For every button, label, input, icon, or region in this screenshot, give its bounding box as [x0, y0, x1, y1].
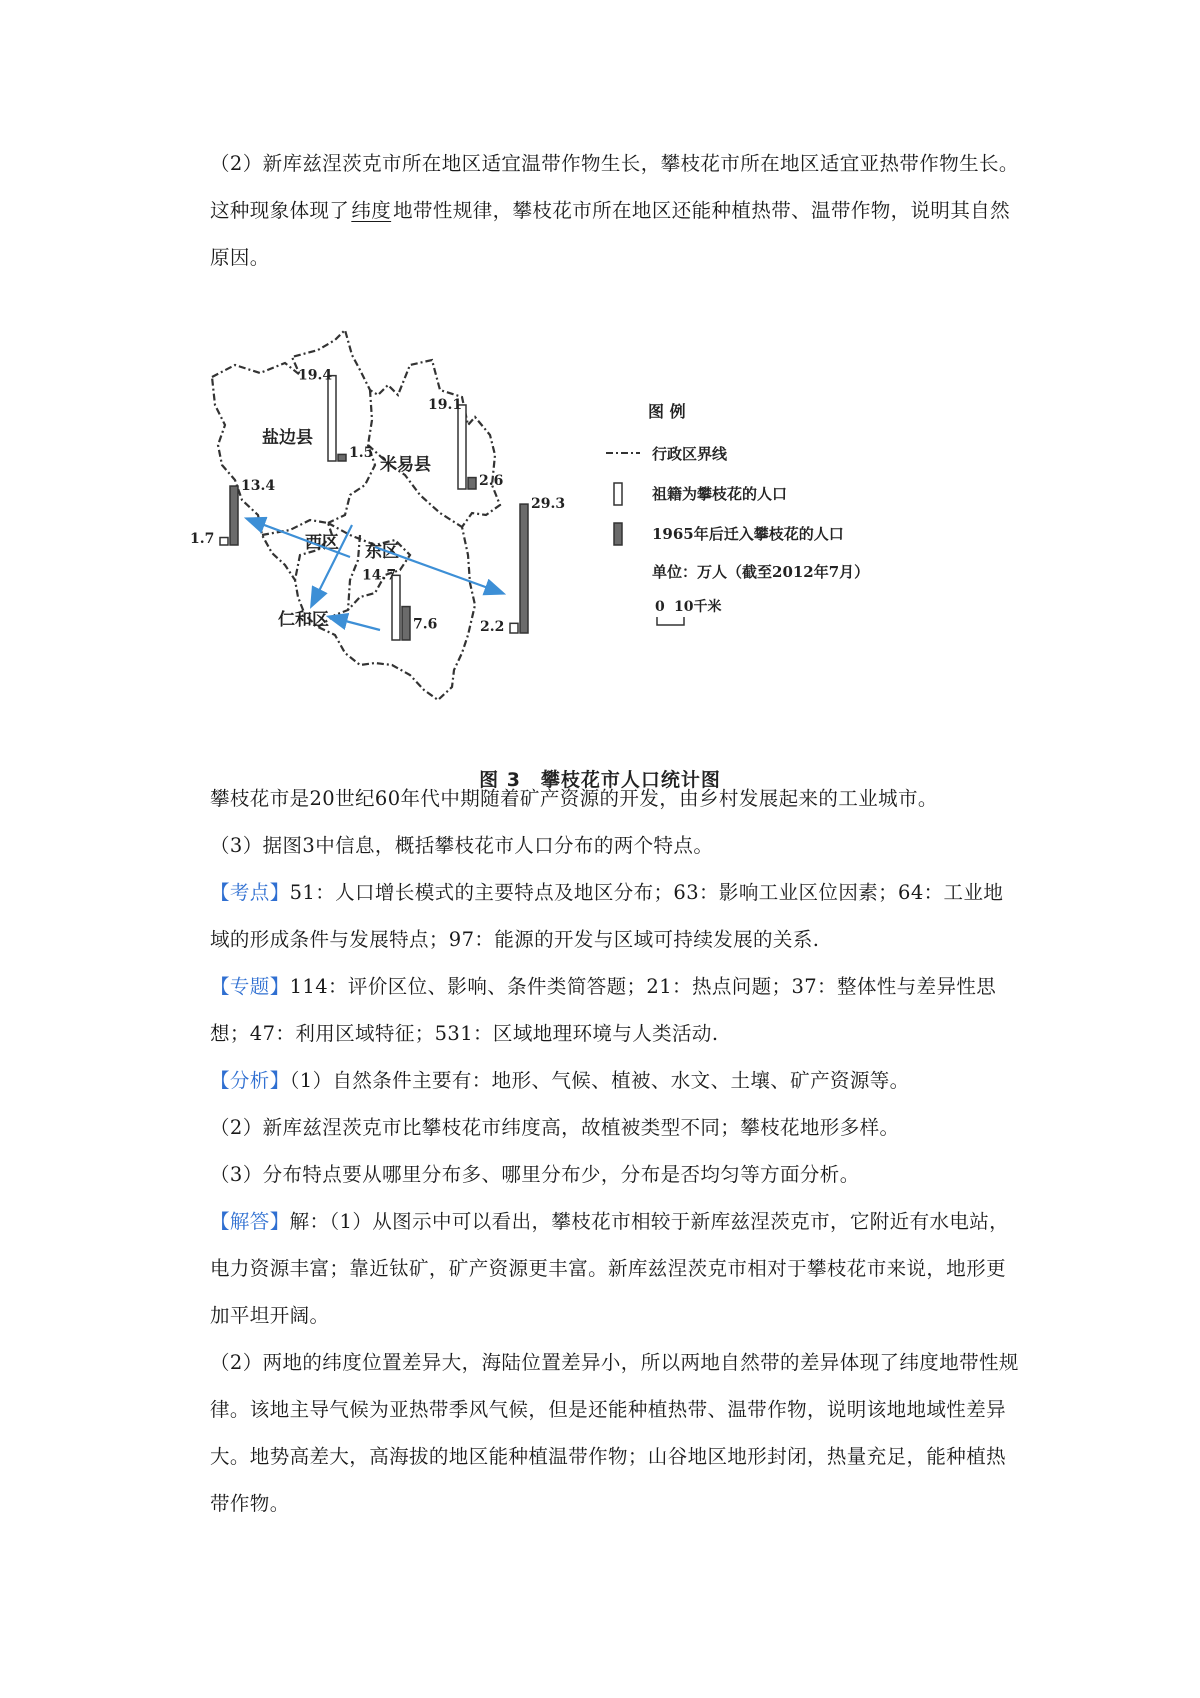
- figure-caption: 图 3 攀枝花市人口统计图: [479, 769, 721, 791]
- jieda-tag: 【解答】: [210, 1210, 290, 1233]
- bar-native-1: [458, 405, 466, 489]
- legend-title: 图 例: [648, 402, 686, 421]
- jieda-text: 解：（1）从图示中可以看出，攀枝花市相较于新库兹涅茨克市，它附近有水电站，电力资源丰富；靠近钛矿，矿产资源更丰富。新库兹涅茨克市相对于攀枝花市来说，地形更加平坦开阔。: [210, 1210, 1010, 1327]
- kaodian-tag: 【考点】: [210, 881, 290, 904]
- bar-migrant-3: [520, 504, 528, 633]
- bar-migrant-label-2: 13.4: [241, 478, 276, 495]
- legend-migrant-symbol: [614, 523, 622, 545]
- label-dongqu: 东区: [365, 542, 399, 562]
- boundary-outer: [212, 330, 500, 700]
- label-renhe: 仁和区: [278, 610, 329, 630]
- legend-boundary: 行政区界线: [652, 445, 728, 463]
- population-figure: [190, 335, 1000, 791]
- legend-migrant: 1965年后迁入攀枝花的人口: [652, 525, 844, 543]
- bar-migrant-label-3: 29.3: [531, 496, 566, 513]
- bar-native-2: [220, 538, 228, 545]
- bar-native-label-1: 19.1: [428, 396, 463, 413]
- fenxi-section: [210, 1057, 1020, 1104]
- jieda-section: [210, 1198, 1020, 1339]
- legend-unit: 单位：万人（截至2012年7月）: [652, 563, 870, 581]
- bar-migrant-0: [338, 454, 346, 461]
- legend-native-symbol: [614, 483, 622, 505]
- question-3: （3）据图3中信息，概括攀枝花市人口分布的两个特点。: [210, 834, 714, 857]
- bar-native-0: [328, 376, 336, 461]
- bar-migrant-2: [230, 486, 238, 545]
- scale-zero: 0: [655, 599, 665, 615]
- population-map: [190, 335, 1000, 760]
- label-yanbian: 盐边县: [262, 428, 313, 448]
- zhuanti-text: 114：评价区位、影响、条件类简答题；21：热点问题；37：整体性与差异性思想；47：利用区域特征；531：区域地理环境与人类活动.: [210, 975, 997, 1045]
- scale-length: 10千米: [674, 599, 722, 615]
- kaodian-text: 51：人口增长模式的主要特点及地区分布；63：影响工业区位因素；64：工业地域的形成条件与发展特点；97：能源的开发与区域可持续发展的关系.: [210, 881, 1004, 951]
- intro-text: 攀枝花市是20世纪60年代中期随着矿产资源的开发，由乡村发展起来的工业城市。: [210, 787, 938, 810]
- admin-boundaries: [212, 330, 500, 700]
- bar-native-4: [392, 575, 400, 640]
- zhuanti-tag: 【专题】: [210, 975, 290, 998]
- bar-native-label-3: 2.2: [480, 619, 505, 635]
- fenxi-tag: 【分析】: [210, 1069, 290, 1092]
- bar-migrant-1: [468, 478, 476, 489]
- question-2-text: （2）新库兹涅茨克市所在地区适宜温带作物生长，攀枝花市所在地区适宜亚热带作物生长。这种现象体现了: [210, 152, 1019, 222]
- arrow-renhe-local: [330, 617, 380, 630]
- bar-migrant-label-0: 1.5: [349, 445, 374, 461]
- scale-bar: [657, 617, 684, 625]
- fenxi-text: （1）自然条件主要有：地形、气候、植被、水文、土壤、矿产资源等。: [289, 1069, 910, 1092]
- bar-migrant-4: [402, 607, 410, 640]
- fenxi-point-2: （2）新库兹涅茨克市比攀枝花市纬度高，故植被类型不同；攀枝花地形多样。: [210, 1116, 900, 1139]
- fenxi-point-3: （3）分布特点要从哪里分布多、哪里分布少，分布是否均匀等方面分析。: [210, 1163, 860, 1186]
- kaodian-section: [210, 869, 1020, 963]
- bar-migrant-label-4: 7.6: [413, 616, 438, 633]
- legend-native: 祖籍为攀枝花的人口: [652, 485, 788, 503]
- answer-blank: 纬度: [351, 199, 392, 222]
- bar-native-label-0: 19.4: [298, 367, 333, 384]
- bar-native-3: [510, 623, 518, 633]
- question-2: [210, 140, 1020, 281]
- bar-native-label-4: 14.7: [362, 567, 397, 584]
- jieda-point-2: （2）两地的纬度位置差异大，海陆位置差异小，所以两地自然带的差异体现了纬度地带性规律。该地主导气候为亚热带季风气候，但是还能种植热带、温带作物，说明该地地域性差异大。地势高差大，高海拔的地区能种植温带作物；山谷地区地形封闭，热量充足，能种植热带作物。: [210, 1351, 1019, 1515]
- legend: [606, 402, 869, 625]
- zhuanti-section: [210, 963, 1020, 1057]
- label-xiqu: 西区: [305, 533, 339, 553]
- bar-migrant-label-1: 2.6: [479, 473, 504, 489]
- label-miyi: 米易县: [380, 455, 431, 475]
- bar-native-label-2: 1.7: [190, 531, 215, 547]
- question-2-text-cont: 地带性规律，攀枝花市所在地区还能种植热带、温带作物，说明其自然原因。: [210, 199, 1011, 269]
